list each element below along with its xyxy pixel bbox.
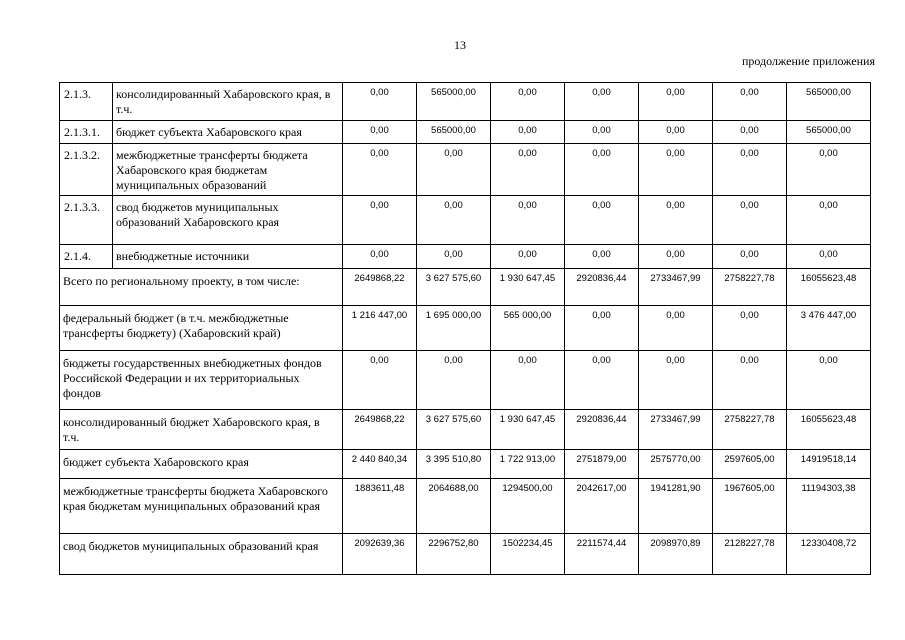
value-cell: 14919518,14 <box>787 450 871 479</box>
value-cell: 2758227,78 <box>713 410 787 450</box>
table-row <box>60 245 871 269</box>
value-cell: 0,00 <box>713 245 787 269</box>
value-cell: 2920836,44 <box>565 410 639 450</box>
value-cell: 16055623,48 <box>787 269 871 306</box>
value-cell: 0,00 <box>343 245 417 269</box>
value-cell: 3 395 510,80 <box>417 450 491 479</box>
table-row <box>60 269 871 306</box>
value-cell: 0,00 <box>491 351 565 410</box>
value-cell: 0,00 <box>639 144 713 196</box>
value-cell: 565000,00 <box>417 121 491 144</box>
value-cell: 0,00 <box>491 144 565 196</box>
value-cell: 0,00 <box>491 196 565 245</box>
value-cell: 0,00 <box>565 306 639 351</box>
value-cell: 0,00 <box>417 245 491 269</box>
table-body <box>60 83 871 575</box>
value-cell: 0,00 <box>639 121 713 144</box>
value-cell: 0,00 <box>639 245 713 269</box>
row-label: федеральный бюджет (в т.ч. межбюджетные трансферты бюджету) (Хабаровский край) <box>60 306 343 351</box>
value-cell: 0,00 <box>787 196 871 245</box>
value-cell: 2733467,99 <box>639 269 713 306</box>
page-number: 13 <box>454 38 466 52</box>
table-row <box>60 410 871 450</box>
value-cell: 3 476 447,00 <box>787 306 871 351</box>
row-name: межбюджетные трансферты бюджета Хабаровского края бюджетам муниципальных образований <box>113 144 343 196</box>
row-code: 2.1.4. <box>60 245 113 269</box>
value-cell: 1 930 647,45 <box>491 269 565 306</box>
value-cell: 1 216 447,00 <box>343 306 417 351</box>
row-name: внебюджетные источники <box>113 245 343 269</box>
row-label: межбюджетные трансферты бюджета Хабаровского края бюджетам муниципальных образований края <box>60 479 343 534</box>
value-cell: 0,00 <box>343 144 417 196</box>
value-cell: 12330408,72 <box>787 534 871 575</box>
value-cell: 565000,00 <box>417 83 491 121</box>
row-label: бюджеты государственных внебюджетных фондов Российской Федерации и их территориальных фондов <box>60 351 343 410</box>
row-name: бюджет субъекта Хабаровского края <box>113 121 343 144</box>
value-cell: 0,00 <box>565 351 639 410</box>
value-cell: 2042617,00 <box>565 479 639 534</box>
value-cell: 2064688,00 <box>417 479 491 534</box>
continued-note: продолжение приложения <box>742 54 875 68</box>
table-row <box>60 450 871 479</box>
value-cell: 16055623,48 <box>787 410 871 450</box>
table-row <box>60 351 871 410</box>
value-cell: 3 627 575,60 <box>417 269 491 306</box>
row-code: 2.1.3.1. <box>60 121 113 144</box>
value-cell: 2733467,99 <box>639 410 713 450</box>
row-code: 2.1.3.3. <box>60 196 113 245</box>
value-cell: 1 930 647,45 <box>491 410 565 450</box>
value-cell: 0,00 <box>565 83 639 121</box>
value-cell: 0,00 <box>343 351 417 410</box>
value-cell: 2211574,44 <box>565 534 639 575</box>
value-cell: 565000,00 <box>787 83 871 121</box>
value-cell: 0,00 <box>343 121 417 144</box>
value-cell: 0,00 <box>417 351 491 410</box>
value-cell: 0,00 <box>713 196 787 245</box>
value-cell: 1883611,48 <box>343 479 417 534</box>
row-code: 2.1.3. <box>60 83 113 121</box>
value-cell: 0,00 <box>713 351 787 410</box>
row-code: 2.1.3.2. <box>60 144 113 196</box>
value-cell: 1 722 913,00 <box>491 450 565 479</box>
value-cell: 565 000,00 <box>491 306 565 351</box>
value-cell: 0,00 <box>787 351 871 410</box>
value-cell: 0,00 <box>417 144 491 196</box>
table-row <box>60 306 871 351</box>
row-label: консолидированный бюджет Хабаровского края, в т.ч. <box>60 410 343 450</box>
value-cell: 0,00 <box>639 306 713 351</box>
value-cell: 0,00 <box>639 83 713 121</box>
row-name: консолидированный Хабаровского края, в т.ч. <box>113 83 343 121</box>
value-cell: 1 695 000,00 <box>417 306 491 351</box>
value-cell: 0,00 <box>491 121 565 144</box>
value-cell: 2649868,22 <box>343 410 417 450</box>
budget-table <box>59 82 871 575</box>
value-cell: 0,00 <box>491 83 565 121</box>
row-label: бюджет субъекта Хабаровского края <box>60 450 343 479</box>
value-cell: 0,00 <box>565 121 639 144</box>
table-row <box>60 196 871 245</box>
value-cell: 2575770,00 <box>639 450 713 479</box>
value-cell: 0,00 <box>565 144 639 196</box>
value-cell: 0,00 <box>639 196 713 245</box>
value-cell: 2128227,78 <box>713 534 787 575</box>
value-cell: 11194303,38 <box>787 479 871 534</box>
value-cell: 2 440 840,34 <box>343 450 417 479</box>
value-cell: 0,00 <box>713 144 787 196</box>
value-cell: 2751879,00 <box>565 450 639 479</box>
value-cell: 2597605,00 <box>713 450 787 479</box>
value-cell: 1502234,45 <box>491 534 565 575</box>
value-cell: 0,00 <box>491 245 565 269</box>
value-cell: 2092639,36 <box>343 534 417 575</box>
value-cell: 1941281,90 <box>639 479 713 534</box>
value-cell: 0,00 <box>713 121 787 144</box>
table-row <box>60 83 871 121</box>
value-cell: 2649868,22 <box>343 269 417 306</box>
value-cell: 0,00 <box>787 144 871 196</box>
table-row <box>60 534 871 575</box>
row-name: свод бюджетов муниципальных образований Хабаровского края <box>113 196 343 245</box>
value-cell: 1967605,00 <box>713 479 787 534</box>
table-row <box>60 144 871 196</box>
row-label: Всего по региональному проекту, в том числе: <box>60 269 343 306</box>
value-cell: 2296752,80 <box>417 534 491 575</box>
table-row <box>60 479 871 534</box>
value-cell: 0,00 <box>565 196 639 245</box>
value-cell: 2920836,44 <box>565 269 639 306</box>
value-cell: 0,00 <box>417 196 491 245</box>
table-row <box>60 121 871 144</box>
value-cell: 0,00 <box>639 351 713 410</box>
value-cell: 0,00 <box>565 245 639 269</box>
value-cell: 0,00 <box>787 245 871 269</box>
value-cell: 0,00 <box>343 196 417 245</box>
value-cell: 1294500,00 <box>491 479 565 534</box>
value-cell: 2098970,89 <box>639 534 713 575</box>
value-cell: 2758227,78 <box>713 269 787 306</box>
value-cell: 565000,00 <box>787 121 871 144</box>
row-label: свод бюджетов муниципальных образований края <box>60 534 343 575</box>
value-cell: 3 627 575,60 <box>417 410 491 450</box>
value-cell: 0,00 <box>713 83 787 121</box>
value-cell: 0,00 <box>343 83 417 121</box>
value-cell: 0,00 <box>713 306 787 351</box>
